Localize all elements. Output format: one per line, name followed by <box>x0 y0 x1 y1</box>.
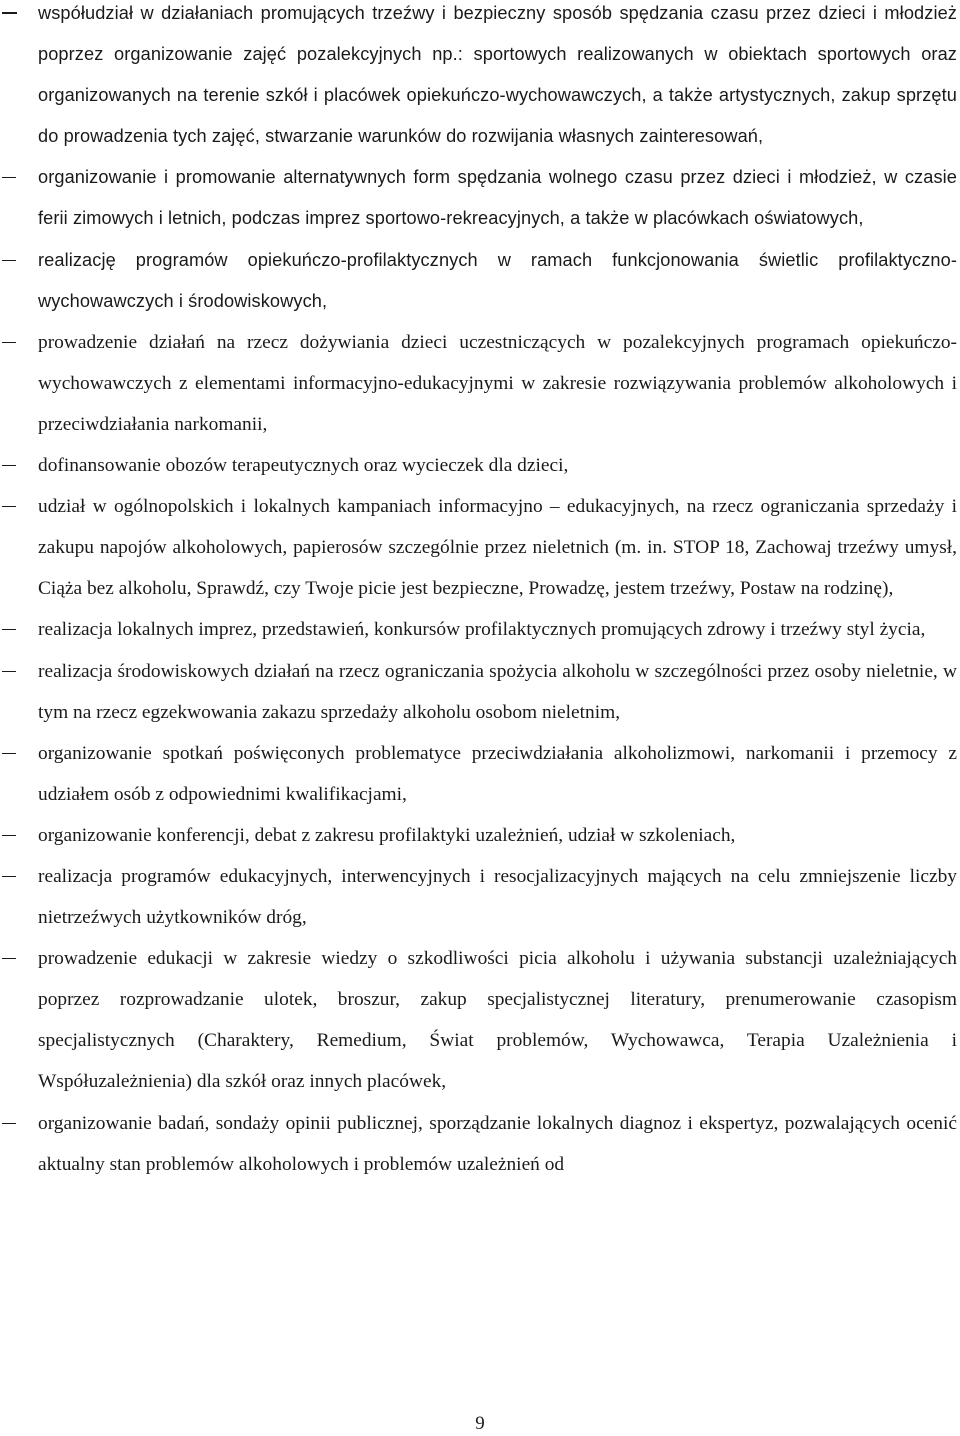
list-item-text <box>38 240 957 322</box>
text-line: organizowanie konferencji, debat z zakresu profilaktyki uzależnień, udział w szkoleniach, <box>38 824 736 846</box>
dash-bullet-icon <box>2 671 16 672</box>
text-line: wychowawczych, a także artystycznych, zakup sprzętu do prowadzenia tych zajęć, stwarzanie <box>38 85 957 147</box>
list-item <box>0 0 960 157</box>
text-line: profilaktyczno-wychowawczych i środowiskowych, <box>38 249 958 311</box>
list-item-text <box>38 322 957 445</box>
list-item-text <box>38 651 957 733</box>
text-line: organizowanie badań, sondaży opinii publicznej, sporządzanie lokalnych diagnoz i ekspertyz, <box>38 1112 779 1134</box>
list-item <box>0 240 960 322</box>
text-line: Wychowawca, Terapia Uzależnienia i Współuzależnienia) dla szkół oraz innych placówek, <box>38 1030 957 1093</box>
list-item-text <box>38 815 957 856</box>
text-line: organizowanie i promowanie alternatywnych form spędzania wolnego czasu przez dzieci <box>38 167 780 188</box>
dash-bullet-icon <box>2 465 16 466</box>
dash-bullet-icon <box>2 753 16 754</box>
dash-bullet-icon <box>2 876 16 877</box>
text-line: organizowanie spotkań poświęconych problematyce przeciwdziałania alkoholizmowi, <box>38 742 736 764</box>
page-number: 9 <box>475 1413 485 1434</box>
text-line: nieletnich (m. in. STOP 18, Zachowaj trzeźwy umysł, Ciąża bez alkoholu, Sprawdź, czy Twoje <box>38 537 957 600</box>
text-line: picie jest bezpieczne, Prowadzę, jestem trzeźwy, Postaw na rodzinę), <box>358 578 894 600</box>
dash-bullet-icon <box>2 1123 16 1124</box>
text-line: realizację programów opiekuńczo-profilaktycznych w ramach funkcjonowania świetlic <box>38 249 819 270</box>
list-item <box>0 938 960 1102</box>
text-line: prowadzenie edukacji w zakresie wiedzy o szkodliwości picia alkoholu i używania substancji <box>38 948 823 970</box>
text-line: i trzeźwy styl życia, <box>770 619 926 641</box>
text-line: opiekuńczo-wychowawczych z elementami informacyjno-edukacyjnymi w zakresie <box>38 331 957 394</box>
text-line: w placówkach oświatowych, <box>634 208 864 229</box>
dash-bullet-icon <box>2 835 16 836</box>
list-item <box>0 856 960 938</box>
text-line: udział w ogólnopolskich i lokalnych kampaniach informacyjno – edukacyjnych, na rzecz <box>38 496 754 518</box>
list-item-text <box>38 609 957 650</box>
list-item <box>0 322 960 445</box>
text-line: nieletnim, <box>541 701 621 723</box>
text-line: pozwalających ocenić aktualny stan problemów alkoholowych i problemów uzależnień od <box>38 1112 957 1175</box>
list-item-text <box>38 486 957 609</box>
text-line: realizacja programów edukacyjnych, interwencyjnych i resocjalizacyjnych mających na celu <box>38 865 791 887</box>
list-item-text <box>38 856 957 938</box>
text-line: zmniejszenie liczby nietrzeźwych użytkowników dróg, <box>38 865 957 929</box>
dash-bullet-icon <box>2 342 16 343</box>
text-line: uzależniających poprzez rozprowadzanie ulotek, broszur, zakup specjalistycznej literatury, <box>38 948 957 1011</box>
list-item-text <box>38 733 957 815</box>
text-line: przez osoby nieletnie, w tym na rzecz egzekwowania zakazu sprzedaży alkoholu osobom <box>38 660 957 723</box>
text-line: warunków do rozwijania własnych zainteresowań, <box>358 126 764 147</box>
dash-bullet-icon <box>2 177 16 178</box>
text-line: współudział w działaniach promujących trzeźwy i bezpieczny sposób spędzania czasu przez <box>38 3 812 23</box>
text-line: rozwiązywania problemów alkoholowych i przeciwdziałania narkomanii, <box>38 372 957 435</box>
dash-bullet-icon <box>2 260 16 261</box>
text-line: prowadzenie działań na rzecz dożywiania dzieci uczestniczących w pozalekcyjnych programach <box>38 331 850 353</box>
dash-bullet-icon <box>2 958 16 959</box>
dash-bullet-icon <box>2 629 16 630</box>
list-item <box>0 486 960 609</box>
list-item <box>0 157 960 239</box>
text-line: w obiektach sportowych oraz organizowanych na terenie szkół i placówek opiekuńczo- <box>38 44 957 106</box>
dash-bullet-icon <box>2 506 16 507</box>
list-item-text <box>38 938 957 1102</box>
list-item-text <box>38 157 957 239</box>
list-item <box>0 445 960 486</box>
text-line: prenumerowanie czasopism specjalistycznych (Charaktery, Remedium, Świat problemów, <box>38 989 957 1052</box>
dash-bullet-icon <box>2 12 17 14</box>
list-item <box>0 651 960 733</box>
list-item-text <box>38 445 957 486</box>
text-line: dzieci i młodzież poprzez organizowanie zajęć pozalekcyjnych np.: sportowych realizowanych <box>38 3 957 65</box>
text-line: realizacja środowiskowych działań na rzecz ograniczania spożycia alkoholu w szczególności <box>38 660 763 682</box>
list-item-text <box>38 1103 957 1185</box>
text-line: realizacja lokalnych imprez, przedstawień, konkursów profilaktycznych promujących zdrowy <box>38 619 766 641</box>
list-item <box>0 609 960 650</box>
list-item-text <box>38 0 957 157</box>
list-item <box>0 733 960 815</box>
text-line: ograniczania sprzedaży i zakupu napojów alkoholowych, papierosów szczególnie przez <box>38 496 957 559</box>
text-line: dofinansowanie obozów terapeutycznych oraz wycieczek dla dzieci, <box>38 455 569 477</box>
text-line: narkomanii i przemocy z udziałem osób z odpowiednimi kwalifikacjami, <box>38 742 957 805</box>
text-line: i młodzież, w czasie ferii zimowych i letnich, podczas imprez sportowo-rekreacyjnych, a także <box>38 167 957 229</box>
list-item <box>0 1103 960 1185</box>
list-item <box>0 815 960 856</box>
